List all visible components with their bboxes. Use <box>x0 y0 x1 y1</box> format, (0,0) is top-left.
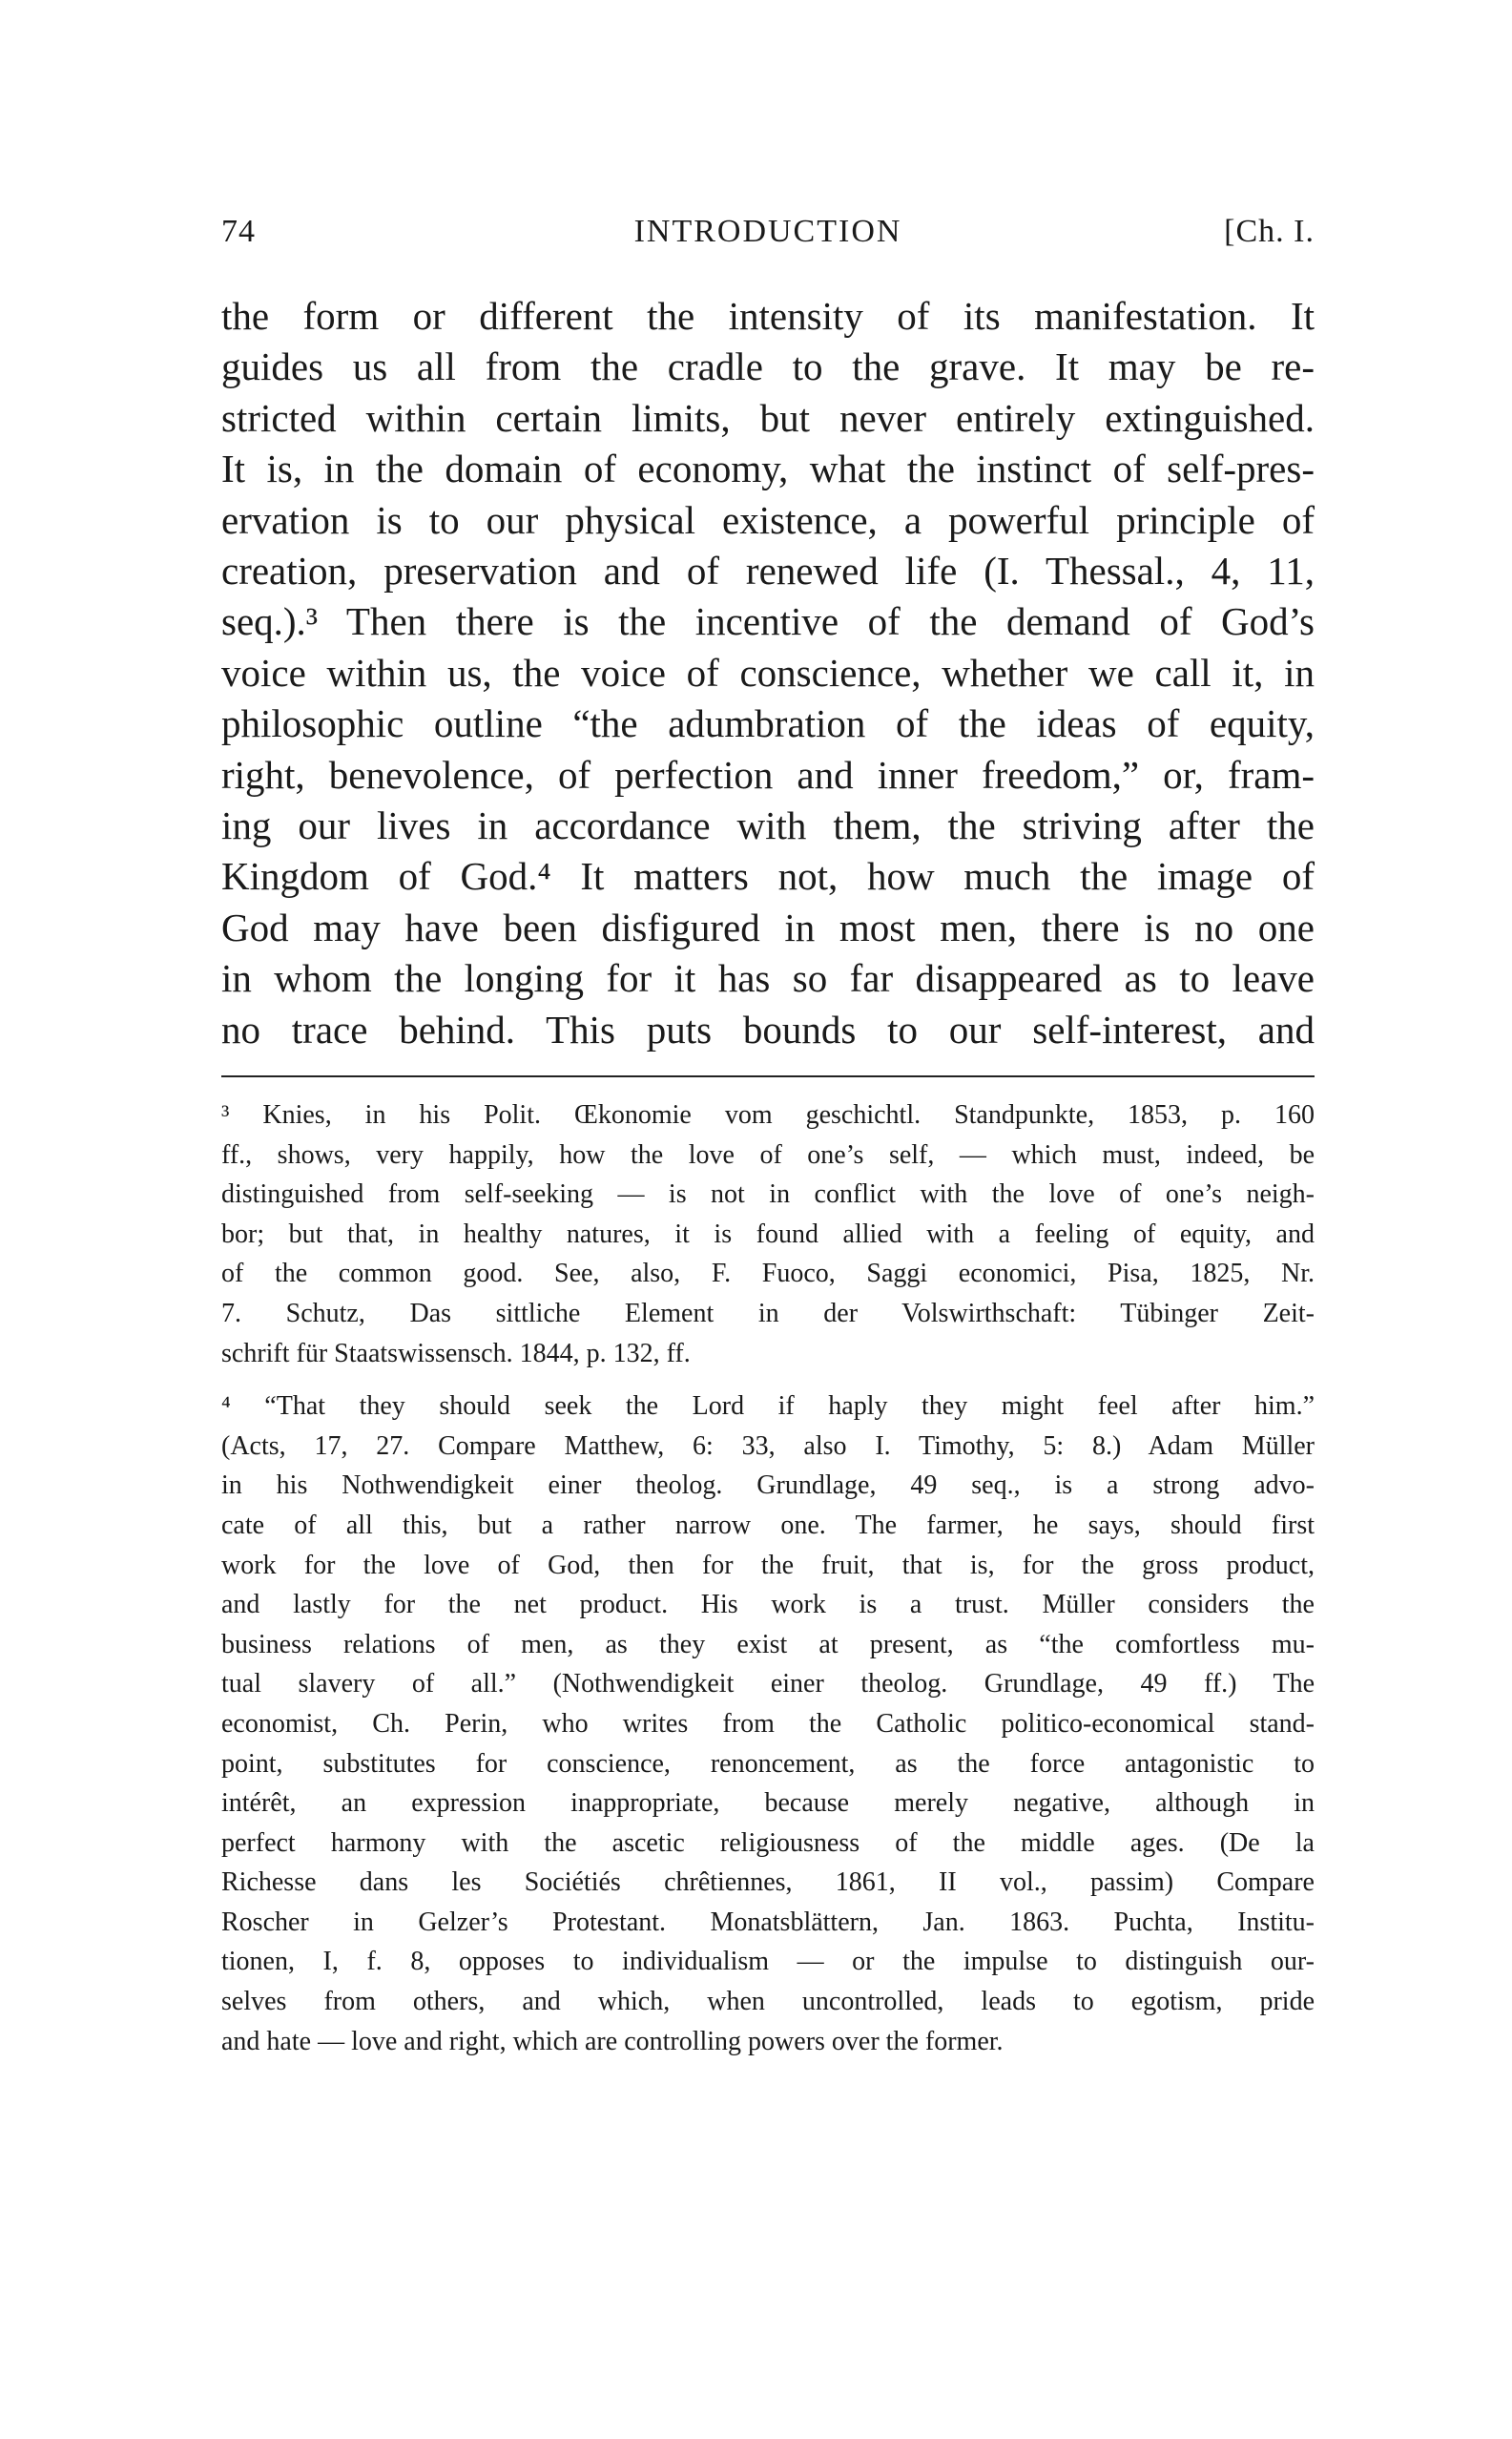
footnote-line: perfect harmony with the ascetic religiousness of the middle ages. (De la <box>221 1827 1315 1858</box>
footnote-line: schrift für Staatswissensch. 1844, p. 132, ff. <box>221 1338 691 1368</box>
footnote-line: economist, Ch. Perin, who writes from the Catholic politico-economical stand- <box>221 1708 1315 1739</box>
footnote-line: intérêt, an expression inappropriate, because merely negative, although in <box>221 1788 1315 1819</box>
text-line: the form or different the intensity of its manifestation. It <box>221 294 1315 338</box>
footnote-line: (Acts, 17, 27. Compare Matthew, 6: 33, also I. Timothy, 5: 8.) Adam Müller <box>221 1430 1315 1461</box>
text-line: ing our lives in accordance with them, the striving after the <box>221 803 1315 848</box>
footnote-gap <box>221 1373 1315 1386</box>
text-line: right, benevolence, of perfection and inner freedom,” or, fram- <box>221 752 1315 797</box>
footnote-line: Roscher in Gelzer’s Protestant. Monatsblättern, Jan. 1863. Puchta, Institu- <box>221 1907 1315 1937</box>
footnotes <box>221 1095 1315 2061</box>
text-line: God may have been disfigured in most men, there is no one <box>221 905 1315 949</box>
footnote-line: point, substitutes for conscience, renoncement, as the force antagonistic to <box>221 1748 1315 1779</box>
text-line: creation, preservation and of renewed life (I. Thessal., 4, 11, <box>221 549 1315 594</box>
footnote-line: selves from others, and which, when uncontrolled, leads to egotism, pride <box>221 1987 1315 2017</box>
text-line: guides us all from the cradle to the grave. It may be re- <box>221 344 1315 389</box>
footnote-line: business relations of men, as they exist at present, as “the comfortless mu- <box>221 1629 1315 1659</box>
footnote-line: ff., shows, very happily, how the love of one’s self, — which must, indeed, be <box>221 1139 1315 1170</box>
footnote-line: ³ Knies, in his Polit. Œkonomie vom geschichtl. Standpunkte, 1853, p. 160 <box>221 1100 1315 1130</box>
text-line: voice within us, the voice of conscience, whether we call it, in <box>221 650 1315 695</box>
text-line: Kingdom of God.⁴ It matters not, how much the image of <box>221 854 1315 899</box>
running-head <box>221 214 1315 261</box>
page-number: 74 <box>221 214 256 249</box>
footnote-line: and hate — love and right, which are controlling powers over the former. <box>221 2026 1004 2056</box>
chapter-marker: [Ch. I. <box>1224 214 1315 249</box>
text-line: seq.).³ Then there is the incentive of the demand of God’s <box>221 599 1315 644</box>
main-text <box>221 291 1315 1055</box>
footnote-line: and lastly for the net product. His work is a trust. Müller considers the <box>221 1590 1315 1620</box>
footnote-line: bor; but that, in healthy natures, it is found allied with a feeling of equity, and <box>221 1219 1315 1249</box>
footnote-line: in his Nothwendigkeit einer theolog. Grundlage, 49 seq., is a strong advo- <box>221 1470 1315 1501</box>
footnote-line: ⁴ “That they should seek the Lord if haply they might feel after him.” <box>221 1391 1315 1422</box>
running-title: INTRODUCTION <box>633 214 902 249</box>
footnote-line: 7. Schutz, Das sittliche Element in der Volswirthschaft: Tübinger Zeit- <box>221 1298 1315 1328</box>
footnote-line: cate of all this, but a rather narrow one. The farmer, he says, should first <box>221 1510 1315 1540</box>
footnote-line: distinguished from self-seeking — is not in conflict with the love of one’s neigh- <box>221 1179 1315 1210</box>
text-line: It is, in the domain of economy, what the instinct of self-pres- <box>221 447 1315 491</box>
footnote-divider <box>221 1075 1315 1077</box>
footnote-line: of the common good. See, also, F. Fuoco, Saggi economici, Pisa, 1825, Nr. <box>221 1259 1315 1289</box>
footnote-3 <box>221 1095 1315 1373</box>
text-line: philosophic outline “the adumbration of the ideas of equity, <box>221 701 1315 746</box>
footnote-line: work for the love of God, then for the fruit, that is, for the gross product, <box>221 1550 1315 1580</box>
text-line: no trace behind. This puts bounds to our self-interest, and <box>221 1007 1315 1052</box>
footnote-line: Richesse dans les Sociétiés chrêtiennes, 1861, II vol., passim) Compare <box>221 1867 1315 1898</box>
text-line: in whom the longing for it has so far disappeared as to leave <box>221 956 1315 1001</box>
footnote-4 <box>221 1386 1315 2061</box>
footnote-line: tionen, I, f. 8, opposes to individualism — or the impulse to distinguish our- <box>221 1947 1315 1977</box>
footnote-line: tual slavery of all.” (Nothwendigkeit einer theolog. Grundlage, 49 ff.) The <box>221 1669 1315 1699</box>
text-line: stricted within certain limits, but never entirely extinguished. <box>221 395 1315 440</box>
text-line: ervation is to our physical existence, a powerful principle of <box>221 497 1315 542</box>
